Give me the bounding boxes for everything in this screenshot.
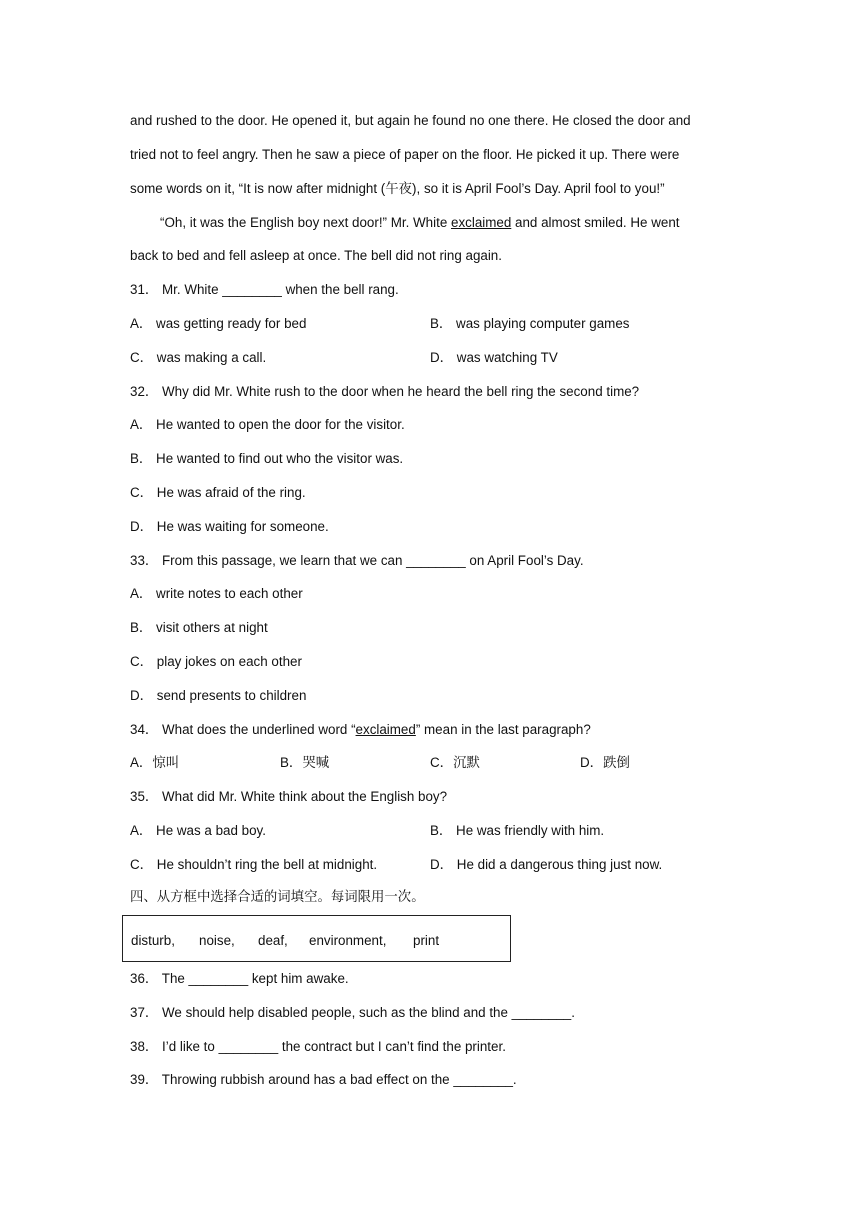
question-33-stem: 33． From this passage, we learn that we can ________ on April Fool’s Day. [130, 553, 584, 568]
question-32-stem: 32． Why did Mr. White rush to the door when he heard the bell ring the second time? [130, 384, 640, 399]
question-34-option-c-label: C． [430, 755, 454, 770]
word-bank-item: print [413, 933, 440, 948]
question-36: 36． The ________ kept him awake. [130, 971, 349, 986]
section-4-title: 四、从方框中选择合适的词填空。每词限用一次。 [130, 890, 425, 905]
question-34-stem-before: 34． What does the underlined word “ [130, 722, 356, 737]
question-35-option-a: A． He was a bad boy. [130, 823, 266, 838]
question-31-option-c: C． was making a call. [130, 350, 267, 365]
question-34-option-a [130, 754, 179, 773]
question-35-stem: 35． What did Mr. White think about the English boy? [130, 789, 448, 804]
passage-line-3-after: ), so it is April Fool’s Day. April fool to you!” [412, 181, 665, 196]
question-37: 37． We should help disabled people, such as the blind and the ________. [130, 1005, 575, 1020]
question-34-stem [130, 721, 591, 739]
question-33-option-c: C． play jokes on each other [130, 654, 302, 669]
word-bank-item: disturb, [131, 933, 175, 948]
question-34-option-c [430, 754, 480, 773]
question-34-option-b-text: 哭喊 [302, 756, 330, 771]
passage-line-2: tried not to feel angry. Then he saw a piece of paper on the floor. He picked it up. There were [130, 147, 680, 162]
question-31-option-b: B． was playing computer games [430, 316, 630, 331]
question-39: 39． Throwing rubbish around has a bad effect on the ________. [130, 1072, 517, 1087]
question-38: 38． I’d like to ________ the contract but I can’t find the printer. [130, 1039, 506, 1054]
question-32-option-c: C． He was afraid of the ring. [130, 485, 306, 500]
passage-line-4 [160, 214, 680, 232]
question-31-stem: 31． Mr. White ________ when the bell rang. [130, 282, 399, 297]
question-34-option-c-text: 沉默 [453, 756, 480, 771]
question-34-option-a-label: A． [130, 755, 153, 770]
word-bank-item: environment, [309, 933, 387, 948]
question-31-option-d: D． was watching TV [430, 350, 558, 365]
question-35-option-b: B． He was friendly with him. [430, 823, 605, 838]
question-35-option-c: C． He shouldn’t ring the bell at midnight. [130, 857, 378, 872]
question-34-option-d [580, 754, 630, 773]
question-32-option-b: B． He wanted to find out who the visitor was. [130, 451, 404, 466]
question-34-option-a-text: 惊叫 [152, 756, 180, 771]
question-34-option-d-text: 跌倒 [603, 756, 630, 771]
question-34-option-d-label: D． [580, 755, 604, 770]
passage-line-4-after: and almost smiled. He went [511, 215, 680, 230]
word-bank-box [122, 915, 511, 962]
question-32-option-d: D． He was waiting for someone. [130, 519, 329, 534]
question-32-option-a: A． He wanted to open the door for the visitor. [130, 417, 405, 432]
question-33-option-d: D． send presents to children [130, 688, 307, 703]
question-35-option-d: D． He did a dangerous thing just now. [430, 857, 663, 872]
passage-line-3-before: some words on it, “It is now after midnight ( [130, 181, 386, 196]
passage-line-1: and rushed to the door. He opened it, but again he found no one there. He closed the door and [130, 113, 691, 128]
question-34-stem-after: ” mean in the last paragraph? [415, 722, 591, 737]
passage-line-3 [130, 180, 665, 199]
question-33-option-b: B． visit others at night [130, 620, 268, 635]
passage-line-4-before: “Oh, it was the English boy next door!” Mr. White [160, 215, 451, 230]
question-34-underlined-word: exclaimed [355, 722, 416, 737]
passage-line-3-chinese: 午夜 [385, 182, 413, 197]
passage-line-5: back to bed and fell asleep at once. The bell did not ring again. [130, 248, 502, 263]
word-bank-item: deaf, [258, 933, 288, 948]
word-bank-item: noise, [199, 933, 235, 948]
question-31-option-a: A． was getting ready for bed [130, 316, 307, 331]
question-33-option-a: A． write notes to each other [130, 586, 303, 601]
question-34-option-b [280, 754, 329, 773]
underlined-word: exclaimed [451, 215, 512, 230]
question-34-option-b-label: B． [280, 755, 303, 770]
